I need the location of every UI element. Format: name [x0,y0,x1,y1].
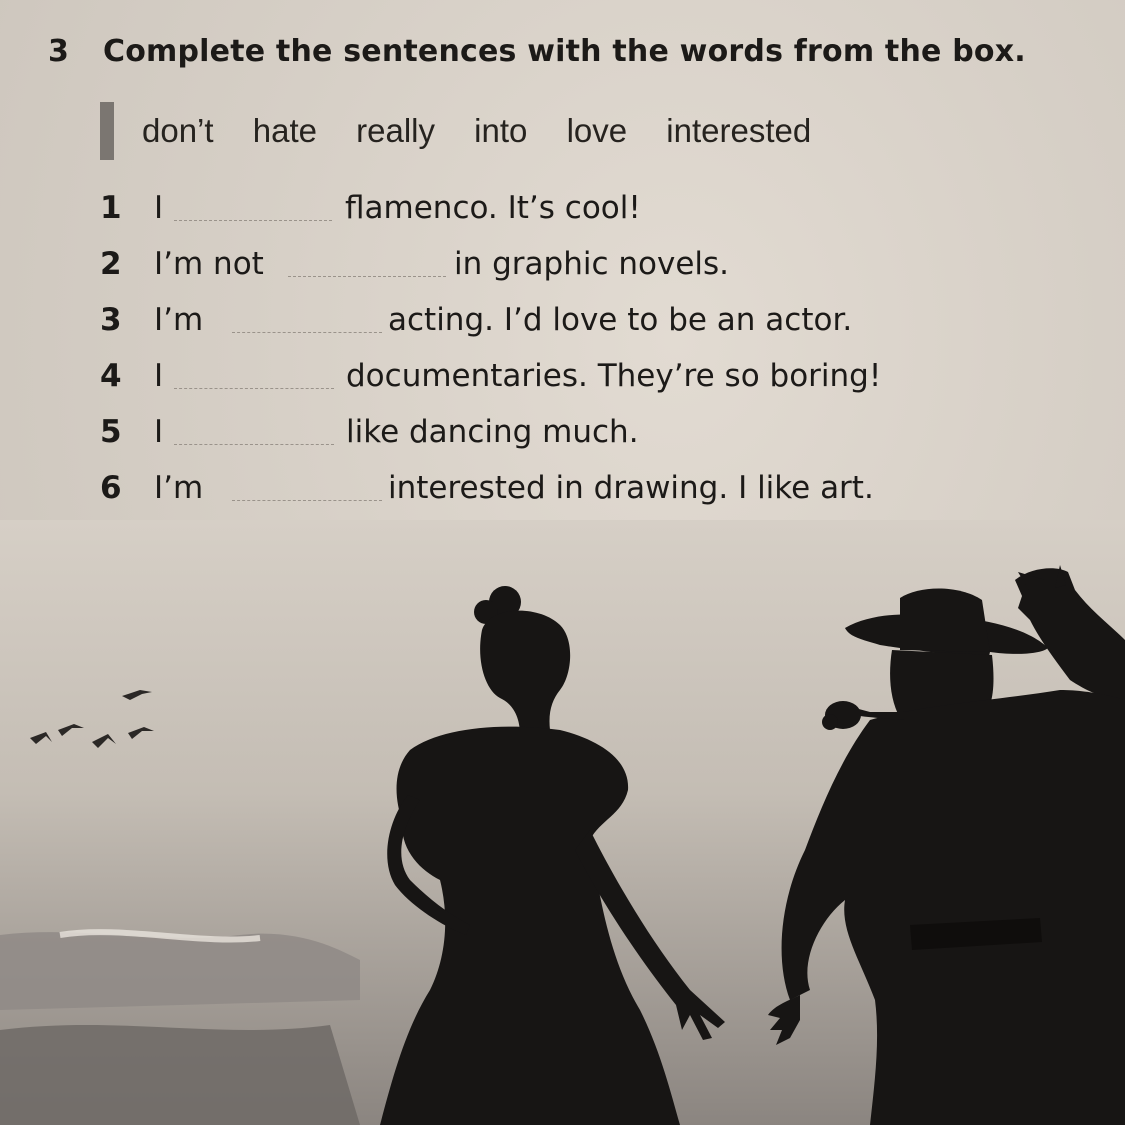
sentence-number: 4 [100,358,122,394]
answer-blank[interactable] [232,332,382,333]
sentence-end: acting. I’d love to be an actor. [388,302,853,338]
answer-blank[interactable] [174,444,334,445]
sentence-start: I [154,358,164,394]
word-box-word: love [566,112,628,149]
sentence-start: I’m [154,470,204,506]
word-box-list [142,112,841,150]
answer-blank[interactable] [288,276,446,277]
sentence-item [100,354,1090,410]
sentence-item [100,298,1090,354]
sentence-number: 3 [100,302,122,338]
word-box-word: into [474,112,528,149]
sentence-end: documentaries. They’re so boring! [346,358,882,394]
answer-blank[interactable] [174,220,332,221]
word-box-marker [100,102,114,160]
sentence-end: flamenco. It’s cool! [345,190,641,226]
sentence-number: 2 [100,246,122,282]
sentence-end: in graphic novels. [454,246,730,282]
exercise-heading [48,34,1026,69]
sentence-item [100,466,1090,522]
sentence-start: I [154,190,164,226]
sentence-list [100,186,1090,522]
exercise-instruction: Complete the sentences with the words from the box. [103,34,1026,69]
sentence-number: 1 [100,190,122,226]
sentence-start: I [154,414,164,450]
word-box-word: hate [252,112,317,149]
sentence-end: like dancing much. [346,414,639,450]
sentence-start: I’m not [154,246,264,282]
word-box-word: really [356,112,435,149]
flamenco-illustration [0,520,1125,1125]
sentence-item [100,242,1090,298]
exercise-number: 3 [48,34,70,69]
word-box [100,102,860,162]
word-box-word: interested [666,112,812,149]
answer-blank[interactable] [232,500,382,501]
sentence-item [100,410,1090,466]
sentence-start: I’m [154,302,204,338]
answer-blank[interactable] [174,388,334,389]
sentence-item [100,186,1090,242]
sentence-number: 6 [100,470,122,506]
sentence-number: 5 [100,414,122,450]
sentence-end: interested in drawing. I like art. [388,470,874,506]
word-box-word: don’t [142,112,214,149]
